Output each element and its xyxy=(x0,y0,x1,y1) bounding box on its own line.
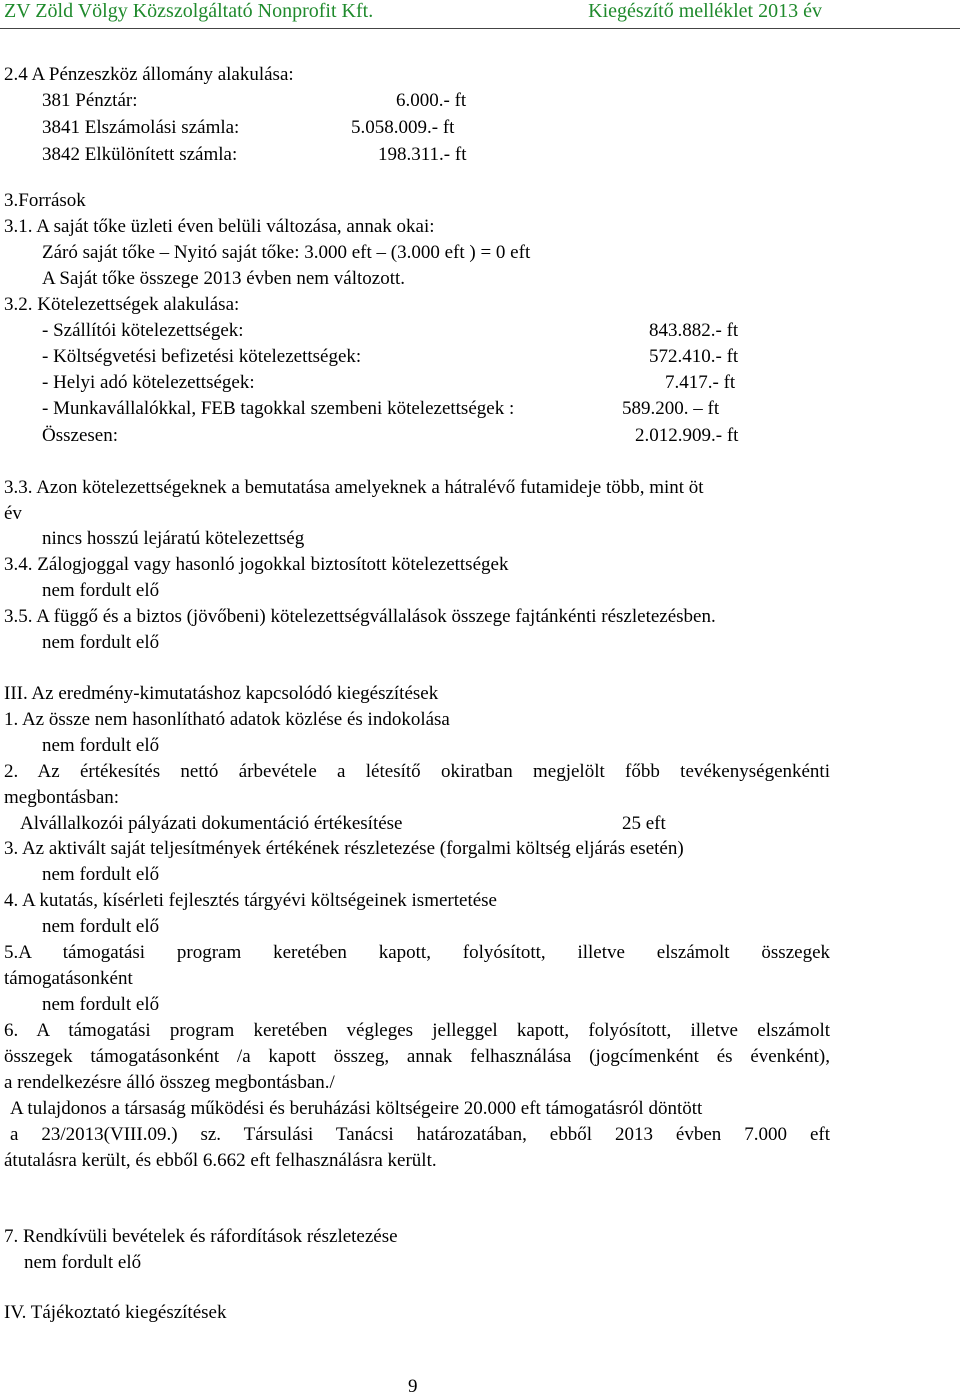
section-3-title: 3.Források xyxy=(4,190,86,211)
item-2-line: megbontásban: xyxy=(4,787,120,808)
page-header xyxy=(0,0,960,40)
section-3-3-continuation: év xyxy=(4,503,22,524)
liability-value: 589.200. – ft xyxy=(622,398,720,419)
section-3-1-title: 3.1. A saját tőke üzleti éven belüli változása, annak okai: xyxy=(4,216,435,237)
revenue-item-label: Alvállalkozói pályázati dokumentáció értékesítése xyxy=(20,813,403,834)
item-5-value: nem fordult elő xyxy=(42,994,160,1015)
revenue-item-value: 25 eft xyxy=(622,813,666,834)
header-doc-title: Kiegészítő melléklet 2013 év xyxy=(588,0,822,22)
item-6-line: összegek támogatásonként /a kapott összeg, annak felhasználása (jogcímenként és évenként), xyxy=(4,1046,830,1067)
page-number: 9 xyxy=(408,1376,418,1397)
item-2-line: 2. Az értékesítés nettó árbevétele a létesítő okiratban megjelölt főbb tevékenységenkénti xyxy=(4,761,830,782)
section-3-3-value: nincs hosszú lejáratú kötelezettség xyxy=(42,528,305,549)
section-2-4-title: 2.4 A Pénzeszköz állomány alakulása: xyxy=(4,64,294,85)
cash-row-value: 5.058.009.- ft xyxy=(351,117,455,138)
item-5-line: 5.A támogatási program keretében kapott, folyósított, illetve elszámolt összegek xyxy=(4,942,830,963)
item-7-title: 7. Rendkívüli bevételek és ráfordítások részletezése xyxy=(4,1226,398,1247)
liability-value: 843.882.- ft xyxy=(649,320,739,341)
liability-label: - Költségvetési befizetési kötelezettségek: xyxy=(42,346,362,367)
section-3-5-value: nem fordult elő xyxy=(42,632,160,653)
liabilities-total-label: Összesen: xyxy=(42,425,118,446)
liability-label: - Szállítói kötelezettségek: xyxy=(42,320,244,341)
equity-note-line: A Saját tőke összege 2013 évben nem változott. xyxy=(42,268,406,289)
section-3-3-title: 3.3. Azon kötelezettségeknek a bemutatása amelyeknek a hátralévő futamideje több, mint öt xyxy=(4,477,704,498)
item-1-value: nem fordult elő xyxy=(42,735,160,756)
section-III-title: III. Az eredmény-kimutatáshoz kapcsolódó kiegészítések xyxy=(4,683,439,704)
section-IV-title: IV. Tájékoztató kiegészítések xyxy=(4,1302,227,1323)
item-1-title: 1. Az össze nem hasonlítható adatok közlése és indokolása xyxy=(4,709,450,730)
section-3-4-title: 3.4. Zálogjoggal vagy hasonló jogokkal biztosított kötelezettségek xyxy=(4,554,509,575)
section-3-2-title: 3.2. Kötelezettségek alakulása: xyxy=(4,294,240,315)
subsidy-note-line: a 23/2013(VIII.09.) sz. Társulási Tanácsi határozatában, ebből 2013 évben 7.000 eft xyxy=(10,1124,830,1145)
subsidy-note-line: A tulajdonos a társaság működési és beruházási költségeire 20.000 eft támogatásról döntött xyxy=(10,1098,703,1119)
cash-row-label: 3842 Elkülönített számla: xyxy=(42,144,238,165)
cash-row-value: 6.000.- ft xyxy=(396,90,467,111)
header-company: ZV Zöld Völgy Közszolgáltató Nonprofit Kft. xyxy=(4,0,374,22)
equity-change-line: Záró saját tőke – Nyitó saját tőke: 3.000 eft – (3.000 eft ) = 0 eft xyxy=(42,242,531,263)
item-3-value: nem fordult elő xyxy=(42,864,160,885)
liability-value: 7.417.- ft xyxy=(665,372,736,393)
item-7-value: nem fordult elő xyxy=(24,1252,142,1273)
item-4-title: 4. A kutatás, kísérleti fejlesztés tárgyévi költségeinek ismertetése xyxy=(4,890,497,911)
header-divider xyxy=(0,28,960,29)
item-3-title: 3. Az aktivált saját teljesítmények értékének részletezése (forgalmi költség eljárás esetén) xyxy=(4,838,684,859)
section-3-4-value: nem fordult elő xyxy=(42,580,160,601)
section-3-5-title: 3.5. A függő és a biztos (jövőbeni) kötelezettségvállalások összege fajtánkénti részletezésben. xyxy=(4,606,716,627)
item-5-line: támogatásonként xyxy=(4,968,133,989)
liability-value: 572.410.- ft xyxy=(649,346,739,367)
cash-row-label: 381 Pénztár: xyxy=(42,90,138,111)
liabilities-total-value: 2.012.909.- ft xyxy=(635,425,739,446)
item-6-line: 6. A támogatási program keretében végleges jelleggel kapott, folyósított, illetve elszámolt xyxy=(4,1020,830,1041)
item-6-line: a rendelkezésre álló összeg megbontásban./ xyxy=(4,1072,335,1093)
liability-label: - Helyi adó kötelezettségek: xyxy=(42,372,255,393)
liability-label: - Munkavállalókkal, FEB tagokkal szembeni kötelezettségek : xyxy=(42,398,515,419)
item-4-value: nem fordult elő xyxy=(42,916,160,937)
cash-row-label: 3841 Elszámolási számla: xyxy=(42,117,240,138)
subsidy-note-line: átutalásra került, és ebből 6.662 eft felhasználásra került. xyxy=(4,1150,437,1171)
cash-row-value: 198.311.- ft xyxy=(378,144,467,165)
